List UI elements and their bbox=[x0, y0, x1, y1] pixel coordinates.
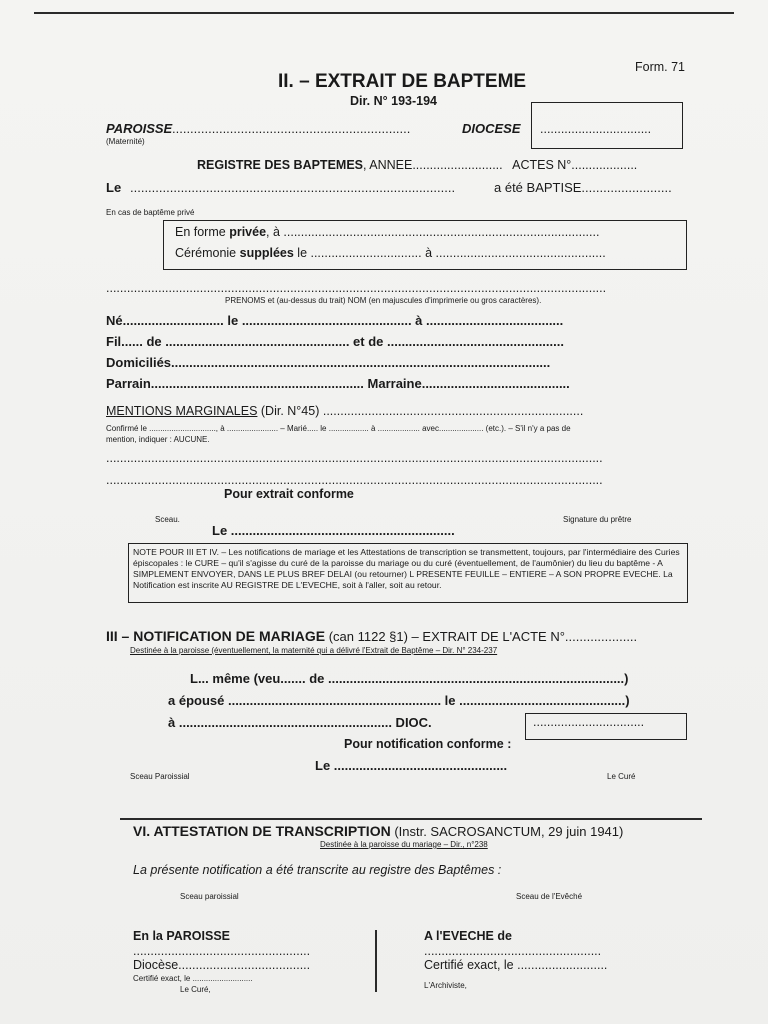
section6-title-line: VI. ATTESTATION DE TRANSCRIPTION (Instr. SACROSANCTUM, 29 juin 1941) bbox=[133, 823, 624, 839]
maternite-caption: (Maternité) bbox=[106, 137, 145, 146]
registre-actes: ACTES N°................... bbox=[512, 158, 638, 172]
diocese-label: DIOCESE bbox=[462, 121, 521, 136]
note-box bbox=[128, 543, 688, 603]
confirme-line-1: Confirmé le .............................., à ....................... – Marié..... le .................. à ................... avec.................... (etc.). – S'il n'y a pas de bbox=[106, 424, 571, 433]
section3-line-1: L... même (veu....... de ..................................................................................) bbox=[190, 671, 629, 686]
dioc-box-dots: ................................ bbox=[533, 715, 645, 729]
paroisse-dots: .................................................................. bbox=[172, 121, 411, 136]
le-cure-6: Le Curé, bbox=[180, 985, 211, 994]
diocese-line-6: Diocèse...................................... bbox=[133, 958, 311, 972]
le-dots: .......................................................................................... bbox=[130, 180, 456, 195]
mentions-dots-2: ............................................................................................................................................... bbox=[106, 451, 603, 465]
en-la-paroisse: En la PAROISSE bbox=[133, 929, 231, 943]
diocese-box-dots: ................................ bbox=[540, 122, 652, 136]
registre-line bbox=[197, 158, 637, 172]
section3-destination: Destinée à la paroisse (éventuellement, la maternité qui a délivré l'Extrait de Baptême – Dir. N° 234-237 bbox=[130, 646, 498, 655]
presente-notification: La présente notification a été transcrite au registre des Baptêmes : bbox=[133, 863, 502, 877]
form-number: Form. 71 bbox=[635, 60, 686, 74]
pour-extrait-conforme: Pour extrait conforme bbox=[224, 487, 354, 501]
archiviste: L'Archiviste, bbox=[424, 981, 467, 990]
paroisse-label: PAROISSE bbox=[106, 121, 173, 136]
signature-caption: Signature du prêtre bbox=[563, 515, 632, 524]
forme-privee-line: En forme privée, à ........................................................................................... bbox=[175, 225, 600, 239]
baptise-label: a été BAPTISE......................... bbox=[494, 180, 672, 195]
section-divider bbox=[120, 818, 702, 820]
section3-line-2: a épousé ........................................................... le ..............................................) bbox=[168, 693, 630, 708]
domicilies-line: Domiciliés......................................................................................................... bbox=[106, 355, 551, 370]
le-cure-caption: Le Curé bbox=[607, 772, 636, 781]
registre-label: REGISTRE DES BAPTEMES bbox=[197, 158, 363, 172]
sceau-eveche: Sceau de l'Evêché bbox=[516, 892, 583, 901]
names-caption: PRENOMS et (au-dessus du trait) NOM (en majuscules d'imprimerie ou gros caractères). bbox=[225, 296, 542, 305]
page-title: II. – EXTRAIT DE BAPTEME bbox=[278, 71, 527, 92]
names-dots: ................................................................................................................................................ bbox=[106, 281, 607, 295]
note-text: NOTE POUR III ET IV. – Les notifications de mariage et les Attestations de transcription se transmettent, toujours, par l'intermédiaire des Curies épiscopales : le CURE – qu'il s'agisse du curé de la paroisse du mariage ou du curé (éventuellement, de l'aumônier) du lieu du baptême - A SIMPLEMENT ENVOYER, DANS LE PLUS BREF DELAI (ou retourner) L PRESENTE FEUILLE – ENTIERE – A SON PROPRE EVECHE. La Notification est inscrite AU REGISTRE DE L'EVECHE, soit à l'aller, soit au retour. bbox=[133, 547, 680, 590]
dir-reference: Dir. N° 193-194 bbox=[350, 94, 437, 108]
fil-line: Fil...... de ................................................... et de ................................................. bbox=[106, 334, 564, 349]
sceau-paroissial-6: Sceau paroissial bbox=[180, 892, 239, 901]
section3-le-line: Le ................................................ bbox=[315, 758, 508, 773]
certifie-right: Certifié exact, le .......................... bbox=[424, 958, 608, 972]
certifie-left: Certifié exact, le ........................... bbox=[133, 974, 253, 983]
pour-notification-conforme: Pour notification conforme : bbox=[344, 737, 512, 751]
sceau-paroissial-caption: Sceau Paroissial bbox=[130, 772, 190, 781]
section3-line-3: à ........................................................... DIOC. bbox=[168, 715, 432, 730]
mentions-line: MENTIONS MARGINALES (Dir. N°45) ........................................................................... bbox=[106, 404, 584, 418]
mentions-dots-3: ............................................................................................................................................... bbox=[106, 473, 603, 487]
eveche-dots: ................................................... bbox=[424, 944, 602, 958]
sceau-caption: Sceau. bbox=[155, 515, 180, 524]
confirme-line-2: mention, indiquer : AUCUNE. bbox=[106, 435, 210, 444]
ne-line: Né............................ le ............................................... à ...................................... bbox=[106, 313, 564, 328]
vertical-divider bbox=[375, 930, 377, 992]
a-leveche: A l'EVECHE de bbox=[424, 929, 512, 943]
registre-annee: , ANNEE.......................... bbox=[363, 158, 503, 172]
paroisse-dots-6: ................................................... bbox=[133, 944, 311, 958]
ceremonie-line: Cérémonie supplées le ................................ à ................................................. bbox=[175, 246, 606, 260]
top-rule bbox=[34, 12, 734, 14]
section3-title-line: III – NOTIFICATION DE MARIAGE (can 1122 §1) – EXTRAIT DE L'ACTE N°.................... bbox=[106, 628, 638, 644]
prive-caption: En cas de baptême privé bbox=[106, 208, 195, 217]
le-signature-line: Le .............................................................. bbox=[212, 523, 455, 538]
parrain-line: Parrain........................................................... Marraine......................................... bbox=[106, 376, 570, 391]
section6-destination: Destinée à la paroisse du mariage – Dir., n°238 bbox=[320, 840, 488, 849]
le-label: Le bbox=[106, 180, 122, 195]
